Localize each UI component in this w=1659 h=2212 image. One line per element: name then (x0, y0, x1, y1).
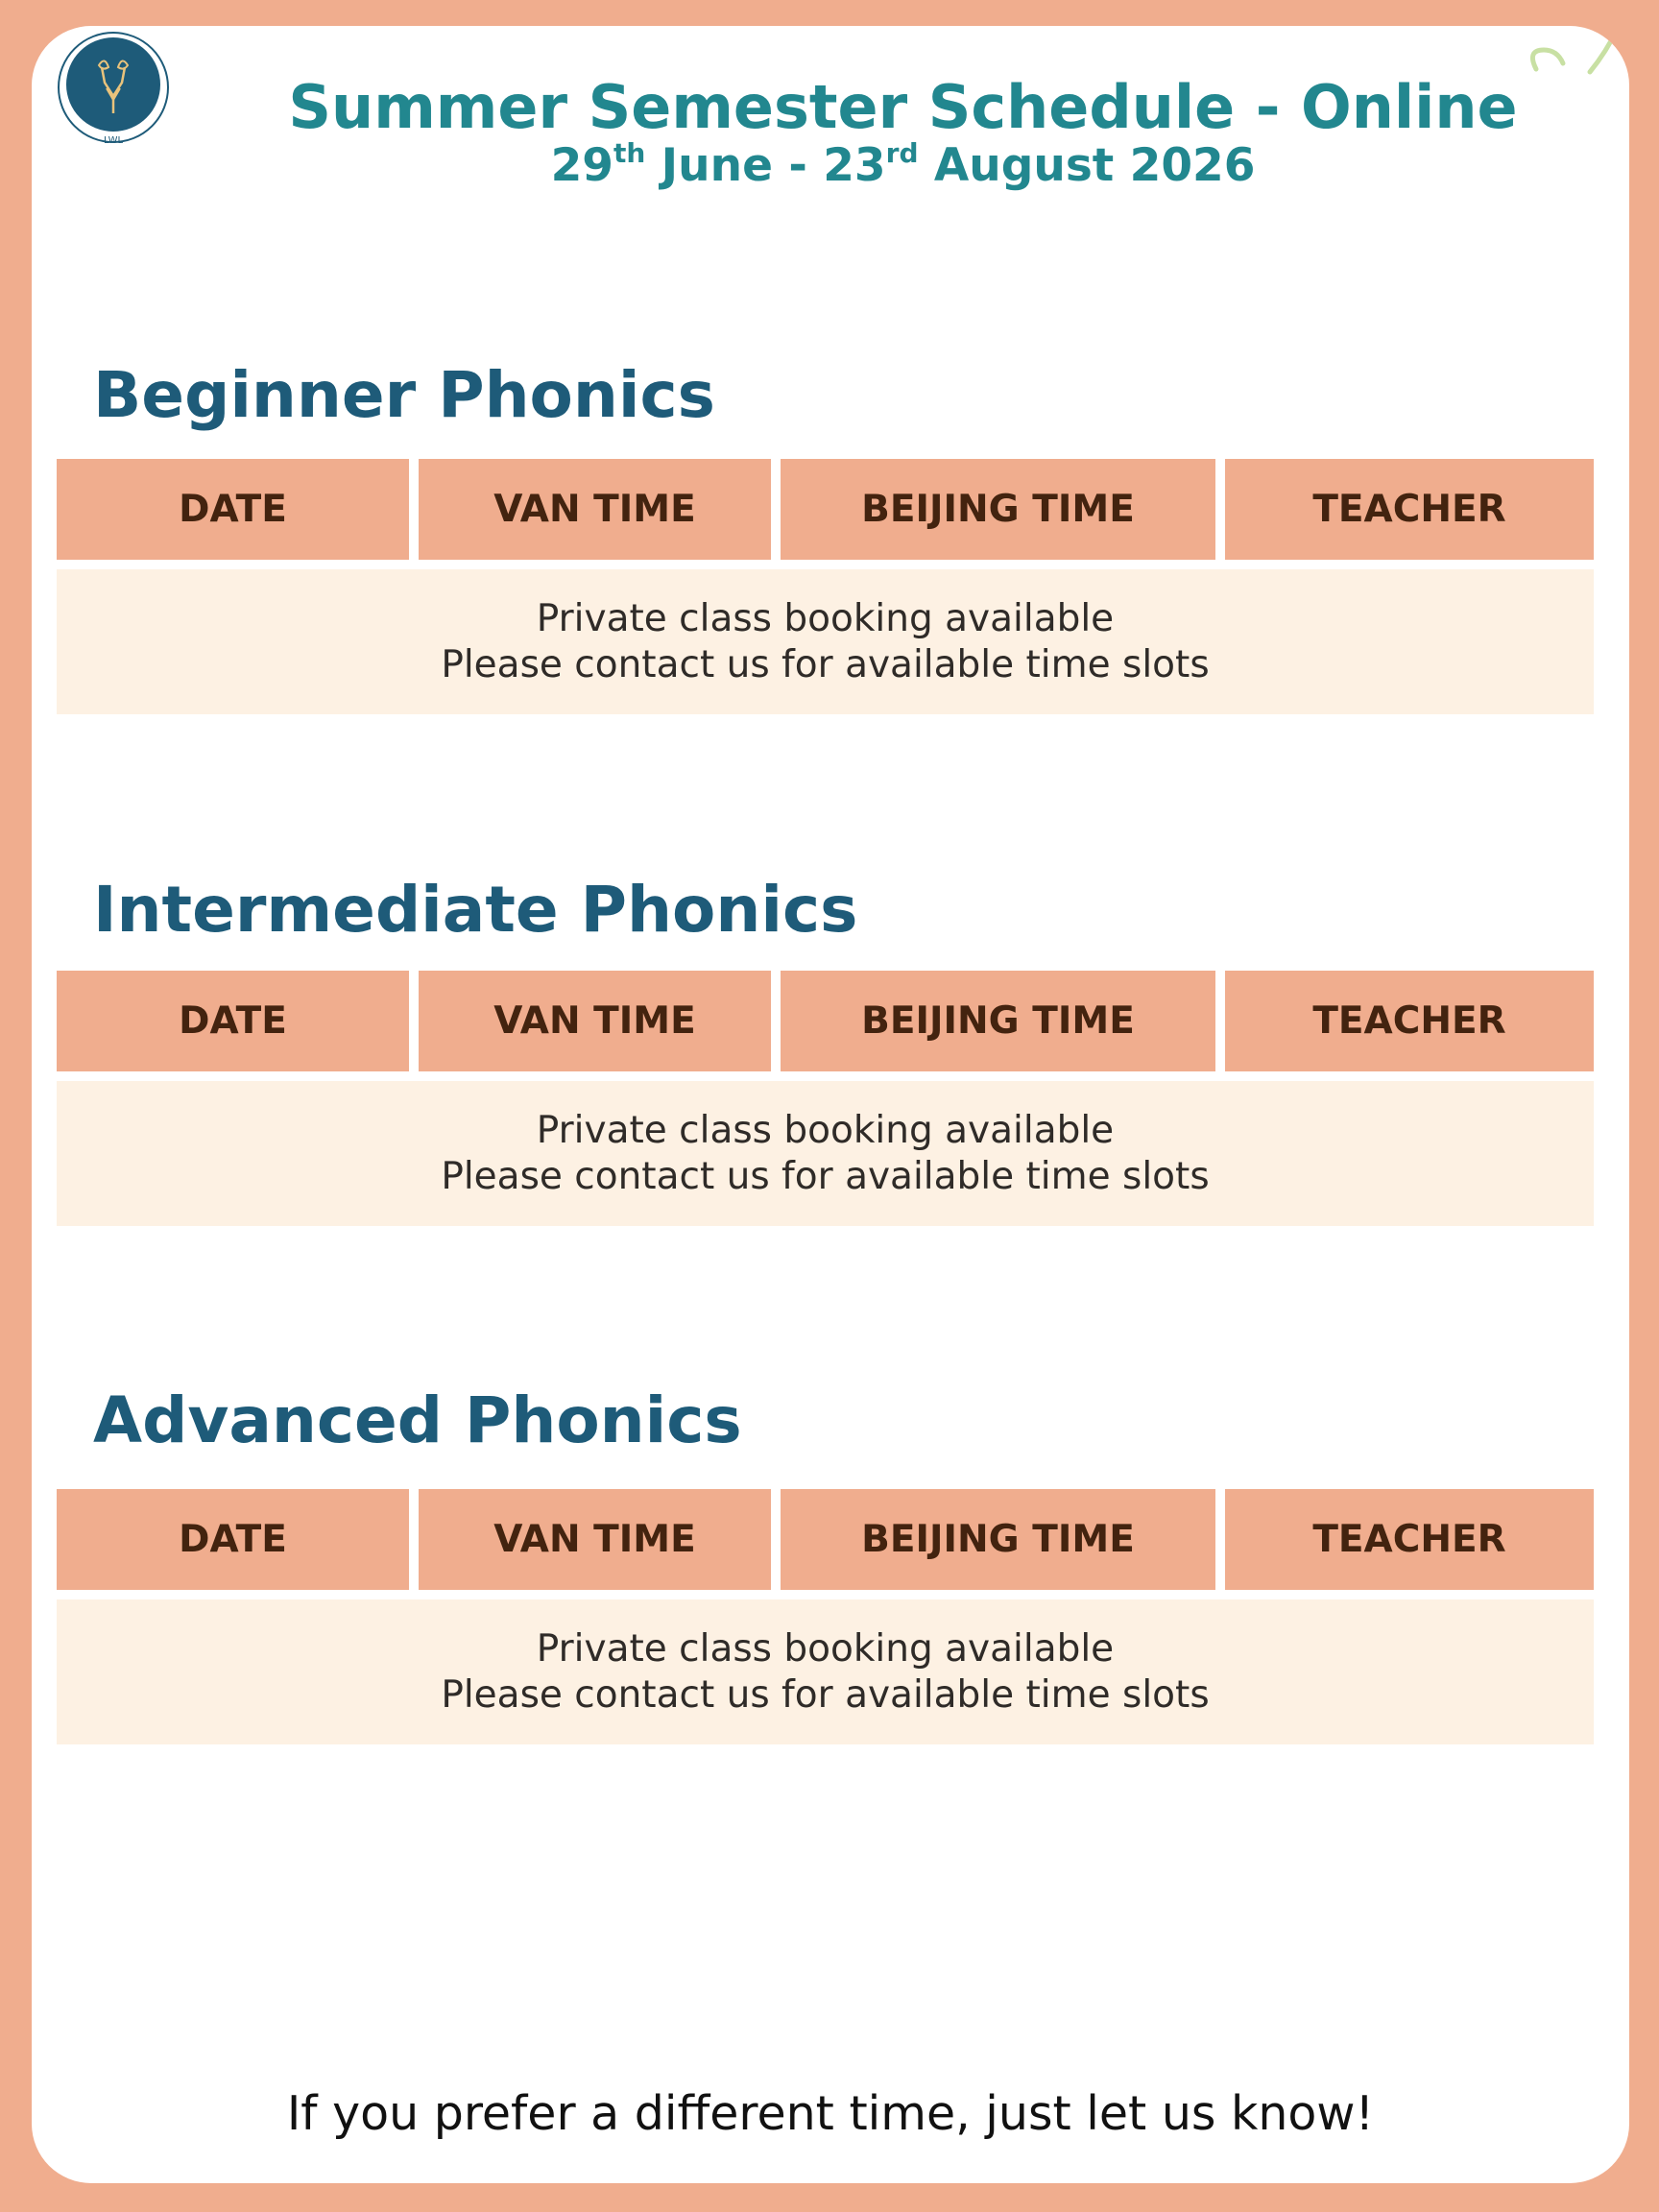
column-header-beijing-time: BEIJING TIME (781, 1489, 1215, 1590)
start-month: June (661, 139, 773, 192)
booking-note-line2: Please contact us for available time slots (441, 1672, 1210, 1717)
column-header-beijing-time: BEIJING TIME (781, 971, 1215, 1071)
column-header-date: DATE (57, 459, 409, 560)
start-day-suffix: th (613, 137, 646, 169)
end-day: 23 (823, 139, 886, 192)
column-header-beijing-time: BEIJING TIME (781, 459, 1215, 560)
booking-note-line1: Private class booking available (536, 596, 1115, 640)
section-title-beginner: Beginner Phonics (93, 358, 715, 432)
column-header-teacher: TEACHER (1225, 459, 1594, 560)
page-title: Summer Semester Schedule - Online (288, 72, 1518, 142)
booking-note-intermediate (57, 1081, 1594, 1226)
column-header-date: DATE (57, 971, 409, 1071)
schedule-card (32, 26, 1629, 2183)
footer-message: If you prefer a different time, just let us know! (286, 2086, 1375, 2141)
column-header-van-time: VAN TIME (419, 971, 771, 1071)
section-title-intermediate: Intermediate Phonics (93, 873, 858, 947)
date-separator: - (788, 139, 807, 192)
booking-note-advanced (57, 1599, 1594, 1744)
booking-note-line2: Please contact us for available time slots (441, 642, 1210, 686)
column-header-teacher: TEACHER (1225, 1489, 1594, 1590)
booking-note-line2: Please contact us for available time slots (441, 1154, 1210, 1198)
column-header-van-time: VAN TIME (419, 459, 771, 560)
table-header-intermediate (57, 971, 1594, 1071)
table-header-beginner (57, 459, 1594, 560)
table-header-advanced (57, 1489, 1594, 1590)
start-day: 29 (550, 139, 613, 192)
column-header-van-time: VAN TIME (419, 1489, 771, 1590)
booking-note-beginner (57, 569, 1594, 714)
booking-note-line1: Private class booking available (536, 1108, 1115, 1152)
column-header-date: DATE (57, 1489, 409, 1590)
date-range (32, 139, 1629, 193)
end-month-year: August 2026 (933, 139, 1256, 192)
end-day-suffix: rd (885, 137, 919, 169)
logo-text: LWL (103, 135, 124, 146)
section-title-advanced: Advanced Phonics (93, 1383, 742, 1457)
column-header-teacher: TEACHER (1225, 971, 1594, 1071)
booking-note-line1: Private class booking available (536, 1626, 1115, 1671)
